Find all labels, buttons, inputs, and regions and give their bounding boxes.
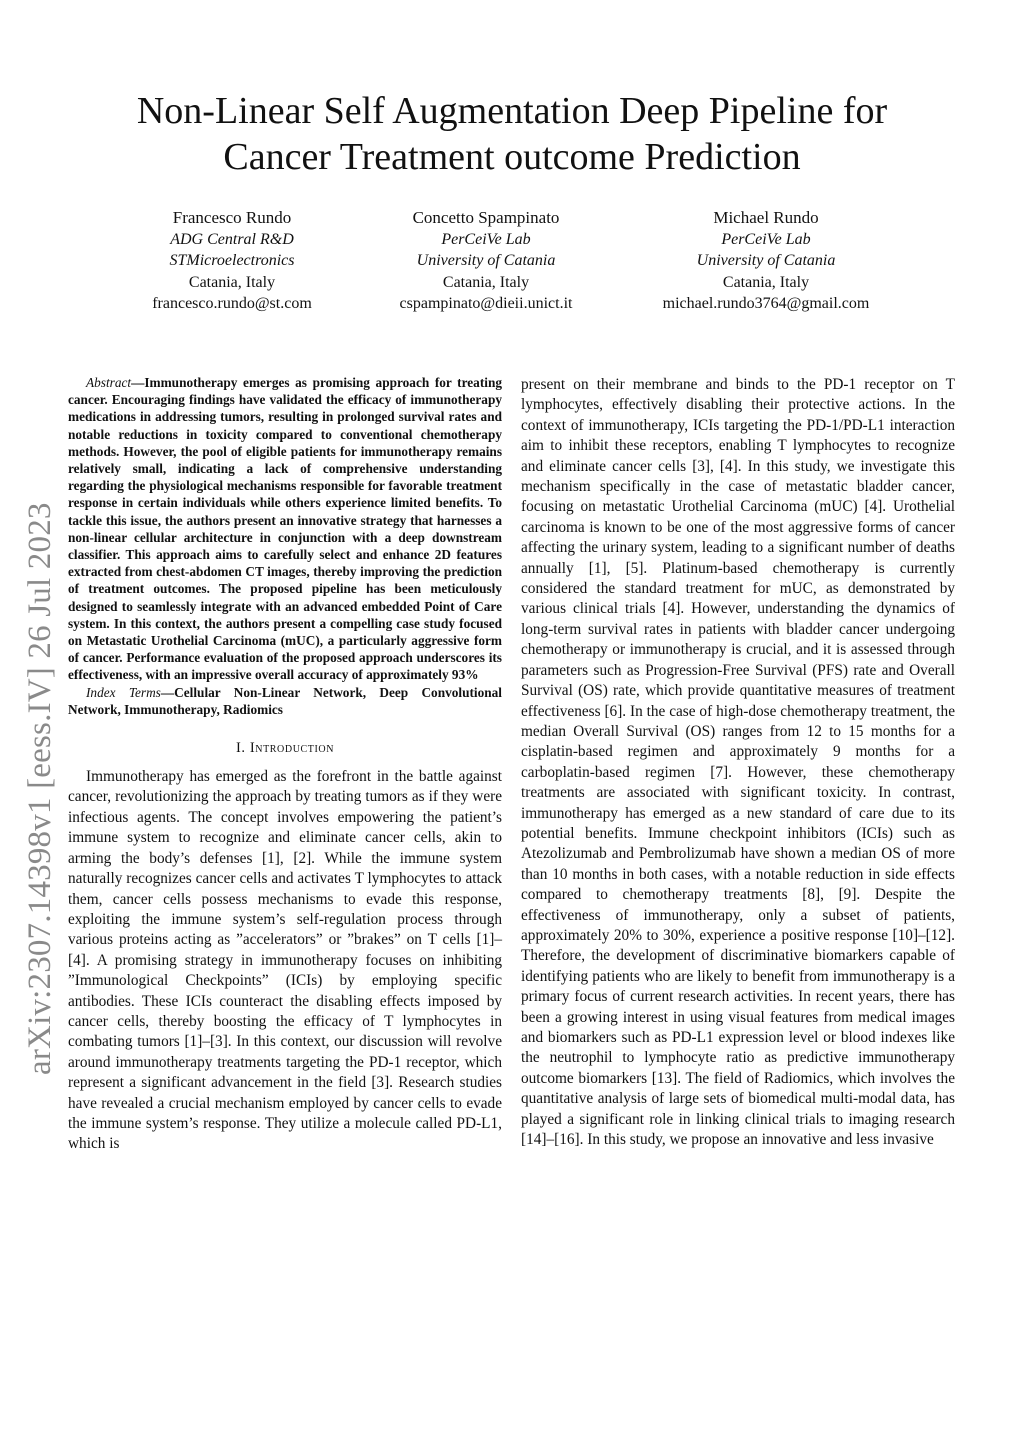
author-block-2 [336, 207, 636, 315]
abstract-label: Abstract [86, 375, 132, 390]
abstract [68, 374, 502, 684]
author-affiliation-2: University of Catania [696, 252, 836, 269]
author-affiliation-1: PerCeiVe Lab [721, 230, 811, 248]
author-email: francesco.rundo@st.com [152, 295, 312, 312]
author-name: Concetto Spampinato [412, 208, 560, 227]
author-block-3 [616, 207, 916, 315]
author-name: Michael Rundo [713, 208, 819, 227]
author-affiliation-2: University of Catania [416, 252, 556, 269]
author-name: Francesco Rundo [172, 208, 292, 227]
intro-paragraph-right: present on their membrane and binds to the PD-1 receptor on T lymphocytes, effectively disabling their protective actions. In the context of immunotherapy, ICIs targeting the PD-1/PD-L1 interaction aim to inhibit these receptors, enabling T lymphocytes to recognize and eliminate cancer cells [3], [4]. In this study, we investigate this mechanism specifically in the case of metastatic bladder cancer, focusing on metastatic Urothelial Carcinoma (mUC) [4]. Urothelial carcinoma is known to be one of the most aggressive forms of cancer affecting the urinary system, leading to a significant number of deaths annually [1], [5]. Platinum-based chemotherapy is currently considered the standard treatment for mUC, as demonstrated by various clinical trials [4]. However, understanding the dynamics of long-term survival rates in patients with bladder cancer undergoing chemotherapy or immunotherapy is crucial, and it is assessed through parameters such as Progression-Free Survival (PFS) rate and Overall Survival (OS) rate, which provide quantitative measures of treatment effectiveness [6]. In the case of high-dose chemotherapy treatment, the median Overall Survival (OS) ranges from 12 to 15 months for a cisplatin-based regimen and approximately 9 months for a carboplatin-based regimen [7]. However, these chemotherapy treatments are associated with significant toxicity. In contrast, immunotherapy has emerged as a new standard of care due to its potential benefits. Immune checkpoint inhibitors (ICIs) such as Atezolizumab and Pembrolizumab have shown a median OS of more than 10 months in both cases, with a notable reduction in side effects compared to chemotherapy treatments [8], [9]. Despite the effectiveness of immunotherapy, only a subset of patients, approximately 20% to 30%, experience a positive response [10]–[12]. Therefore, the development of discriminative biomarkers capable of identifying patients who are likely to benefit from immunotherapy is a primary focus of current research activities. In recent years, there has been a growing interest in using visual features from medical images and biomarkers such as PD-L1 expression level or blood indexes like the neutrophil to lymphocyte ratio as predictive immunotherapy outcome biomarkers [13]. The field of Radiomics, which involves the quantitative analysis of large sets of biomedical multi-modal data, has played a significant role in linking clinical trials to imaging research [14]–[16]. In this study, we propose an innovative and less invasive [521, 376, 955, 1149]
index-terms-text: —Cellular Non-Linear Network, Deep Convolutional Network, Immunotherapy, Radiomics [68, 684, 502, 717]
paper-title [60, 88, 964, 180]
index-terms-label: Index Terms [86, 684, 161, 700]
author-affiliation-1: PerCeiVe Lab [441, 230, 531, 248]
right-column [521, 375, 955, 1150]
left-column [68, 374, 502, 1155]
section-heading-introduction: I. Introduction [235, 740, 335, 757]
author-affiliation-2: STMicroelectronics [169, 252, 295, 269]
author-email: cspampinato@dieii.unict.it [399, 295, 573, 312]
author-location: Catania, Italy [188, 273, 276, 291]
abstract-text: —Immunotherapy emerges as promising approach for treating cancer. Encouraging findings have validated the efficacy of immunotherapy medications in addressing tumors, resulting in prolonged survival rates and notable reductions in toxicity compared to conventional chemotherapy methods. However, the pool of eligible patients for immunotherapy remains relatively small, indicating a lack of comprehensive understanding regarding the physiological mechanisms responsible for favorable treatment response in certain individuals while others experience limited benefits. To tackle this issue, the authors present an innovative strategy that harnesses a non-linear cellular architecture in conjunction with a deep downstream classifier. This approach aims to carefully select and enhance 2D features extracted from chest-abdomen CT images, thereby improving the prediction of treatment outcomes. The proposed pipeline has been meticulously designed to seamlessly integrate with an advanced embedded Point of Care system. In this context, the authors present a compelling case study focused on Metastatic Urothelial Carcinoma (mUC), a particularly aggressive form of cancer. Performance evaluation of the proposed approach underscores its effectiveness, with an impressive overall accuracy of approximately 93% [68, 375, 502, 683]
author-email: michael.rundo3764@gmail.com [662, 295, 870, 312]
index-terms [68, 684, 502, 718]
author-location: Catania, Italy [442, 273, 530, 291]
title-line-1: Non-Linear Self Augmentation Deep Pipeline for [136, 90, 888, 132]
intro-paragraph-left: Immunotherapy has emerged as the forefront in the battle against cancer, revolutionizing the approach by treating tumors as if they were infectious agents. The concept involves empowering the patient’s immune system to recognize and eliminate cancer cells, akin to arming the body’s defenses [1], [2]. While the immune system naturally recognizes cancer cells and activates T lymphocytes to attack them, cancer cells possess mechanisms to evade this response, exploiting the immune system’s self-regulation process through various proteins acting as ”accelerators” or ”brakes” on T cells [1]–[4]. A promising strategy in immunotherapy focuses on inhibiting ”Immunological Checkpoints” (ICIs) by employing specific antibodies. These ICIs counteract the disabling effects imposed by cancer cells, thereby boosting the efficacy of T lymphocytes in combating tumors [1]–[3]. In this context, our discussion will revolve around immunotherapy treatments targeting the PD-1 receptor, which represent a significant advancement in the field [3]. Research studies have revealed a crucial mechanism employed by cancer cells to evade the immune system’s response. They utilize a molecule called PD-L1, which is [68, 768, 502, 1153]
author-location: Catania, Italy [722, 273, 810, 291]
author-affiliation-1: ADG Central R&D [170, 230, 294, 248]
arxiv-stamp: arXiv:2307.14398v1 [eess.IV] 26 Jul 2023 [22, 502, 58, 1075]
title-line-2: Cancer Treatment outcome Prediction [223, 136, 801, 178]
